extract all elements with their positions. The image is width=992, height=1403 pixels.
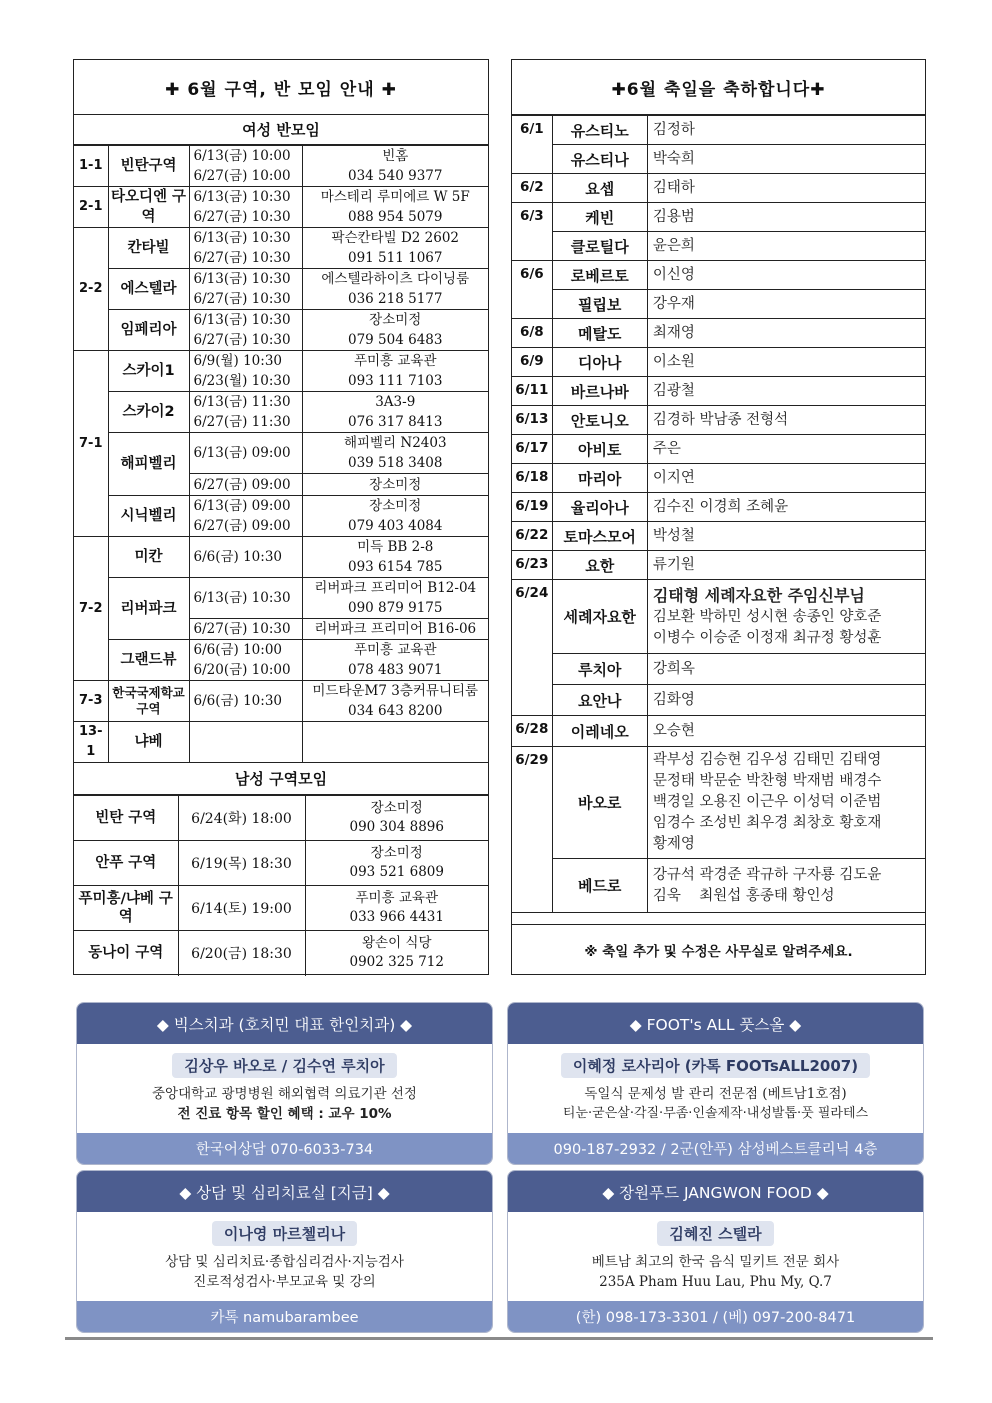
ad-title: ◆ 빅스치과 (호치민 대표 한인치과) ◆ [77, 1003, 492, 1044]
district-name: 리버파크 [108, 578, 189, 640]
ad-description: 전 진료 항목 할인 혜택 : 교우 10% [177, 1106, 392, 1122]
contact-phone: 079 504 6483 [348, 332, 443, 348]
district-name: 미칸 [108, 537, 189, 578]
table-row [74, 187, 488, 228]
meeting-date: 6/20(금) 10:00 [193, 662, 291, 678]
saint-name: 토마스모어 [552, 522, 647, 551]
table-row [512, 116, 925, 145]
district-name: 임페리아 [108, 310, 189, 351]
table-row [74, 146, 488, 187]
table-row [512, 654, 925, 685]
district-code: 13-1 [74, 722, 108, 763]
meeting-date: 6/13(금) 10:30 [193, 312, 291, 328]
parishioner-names: 주은 [647, 435, 925, 464]
table-row [512, 551, 925, 580]
table-row [512, 464, 925, 493]
district-name: 칸타빌 [108, 228, 189, 269]
table-row [74, 640, 488, 681]
meeting-place: 장소미정 [369, 498, 422, 514]
district-code: 7-2 [74, 537, 108, 681]
parishioner-names: 이소원 [647, 348, 925, 377]
district-name: 한국국제학교 구역 [108, 681, 189, 722]
ad-contact-name: 김상우 바오로 / 김수연 루치아 [172, 1053, 396, 1078]
parishioner-names: 박숙희 [647, 145, 925, 174]
meeting-date: 6/27(금) 10:30 [193, 209, 291, 225]
contact-phone: 076 317 8413 [348, 414, 443, 430]
meeting-date: 6/19(목) 18:30 [178, 841, 305, 886]
saint-name: 필립보 [552, 290, 647, 319]
feast-date: 6/11 [512, 377, 552, 406]
parishioner-names: 김태하 [647, 174, 925, 203]
contact-phone: 079 403 4084 [348, 518, 443, 534]
district-name: 그랜드뷰 [108, 640, 189, 681]
feast-note: ※ 축일 추가 및 수정은 사무실로 알려주세요. [512, 924, 925, 974]
table-row [74, 392, 488, 433]
feast-day-title: ✚6월 축일을 축하합니다✚ [512, 60, 925, 115]
ad-contact-name: 이나영 마르첼리나 [212, 1221, 357, 1246]
meeting-date: 6/13(금) 10:30 [189, 578, 302, 619]
saint-name: 바르나바 [552, 377, 647, 406]
ad-contact-name: 김혜진 스텔라 [657, 1221, 773, 1246]
table-row [512, 290, 925, 319]
district-code: 2-2 [74, 228, 108, 351]
parishioner-names: 이지연 [647, 464, 925, 493]
contact-phone: 034 643 8200 [348, 703, 443, 719]
table-row [74, 228, 488, 269]
feast-day-panel [511, 59, 926, 975]
ad-address: 235A Pham Huu Lau, Phu My, Q.7 [599, 1274, 832, 1290]
feast-date: 6/3 [512, 203, 552, 261]
table-row [512, 145, 925, 174]
meeting-date: 6/27(금) 10:00 [193, 168, 291, 184]
contact-phone: 090 304 8896 [349, 819, 444, 835]
meeting-date: 6/20(금) 18:30 [178, 931, 305, 976]
meeting-place: 장소미정 [370, 845, 423, 861]
meeting-place: 리버파크 프리미어 B12-04 [314, 580, 477, 596]
district-name: 빈탄구역 [108, 146, 189, 187]
meeting-date: 6/13(금) 09:00 [193, 498, 291, 514]
parishioner-names: 김욱 최원섭 홍종태 황인성 [652, 887, 835, 904]
meeting-place: 해피벨리 N2403 [343, 435, 447, 451]
meeting-date: 6/13(금) 10:30 [193, 271, 291, 287]
meeting-schedule-title: ✚ 6월 구역, 반 모임 안내 ✚ [74, 60, 488, 115]
feast-date: 6/28 [512, 716, 552, 747]
meeting-place: 3A3-9 [375, 394, 416, 410]
parishioner-names: 강우재 [647, 290, 925, 319]
parishioner-names: 이병수 이승준 이정재 최규정 황성훈 [652, 629, 882, 646]
men-meeting-table [74, 795, 488, 976]
ad-description: 티눈·굳은살·각질·무좀·인솔제작·내성발톱·풋 필라테스 [562, 1106, 869, 1121]
feast-date: 6/17 [512, 435, 552, 464]
meeting-place: 장소미정 [369, 312, 422, 328]
saint-name: 케빈 [552, 203, 647, 232]
saint-name: 바오로 [552, 747, 647, 859]
feast-date: 6/1 [512, 116, 552, 174]
saint-name: 유스티노 [552, 116, 647, 145]
ad-phone: (한) 098-173-3301 / (베) 097-200-8471 [508, 1301, 923, 1332]
table-row [74, 433, 488, 474]
table-row [512, 435, 925, 464]
table-row [512, 747, 925, 859]
meeting-place: 왕손이 식당 [362, 935, 432, 952]
contact-phone: 036 218 5177 [348, 291, 443, 307]
contact-phone: 088 954 5079 [348, 209, 443, 225]
parishioner-names: 김화영 [647, 685, 925, 716]
feast-date: 6/2 [512, 174, 552, 203]
parishioner-names: 김용범 [647, 203, 925, 232]
meeting-date: 6/6(금) 10:30 [189, 537, 302, 578]
ad-description: 상담 및 심리치료·종합심리검사·지능검사 [165, 1254, 404, 1270]
district-code: 7-3 [74, 681, 108, 722]
meeting-date: 6/13(금) 10:30 [193, 230, 291, 246]
ad-card-footsall [507, 1002, 924, 1165]
ad-phone: 카톡 namubarambee [77, 1301, 492, 1332]
meeting-date: 6/27(금) 10:30 [193, 291, 291, 307]
meeting-place: 빈홈 [382, 148, 409, 164]
table-row [512, 580, 925, 654]
saint-name: 요안나 [552, 685, 647, 716]
parishioner-names: 황제영 [652, 836, 695, 852]
meeting-place: 에스텔라하이츠 다이닝룸 [321, 271, 470, 287]
saint-name: 세례자요한 [552, 580, 647, 654]
table-row [512, 522, 925, 551]
district-name: 푸미흥/냐베 구역 [74, 886, 178, 931]
table-row [512, 261, 925, 290]
feast-date: 6/24 [512, 580, 552, 716]
contact-phone: 093 111 7103 [348, 373, 443, 389]
parishioner-names: 강희옥 [647, 654, 925, 685]
meeting-date: 6/13(금) 09:00 [189, 433, 302, 474]
saint-name: 요셉 [552, 174, 647, 203]
contact-phone: 033 966 4431 [349, 909, 444, 925]
meeting-place: 팍슨칸타빌 D2 2602 [331, 230, 460, 246]
district-name: 스카이1 [108, 351, 189, 392]
table-row [512, 685, 925, 716]
table-row [512, 377, 925, 406]
meeting-date: 6/6(금) 10:00 [193, 642, 282, 658]
saint-name: 베드로 [552, 859, 647, 913]
meeting-place: 미득 BB 2-8 [357, 539, 434, 555]
parishioner-names: 강규석 곽경준 곽규하 구자룡 김도윤 [652, 866, 882, 883]
ad-description: 베트남 최고의 한국 음식 밀키트 전문 회사 [591, 1254, 840, 1270]
table-row [512, 174, 925, 203]
parishioner-names: 오승현 [647, 716, 925, 747]
ad-card-jangwon-food [507, 1170, 924, 1333]
meeting-date: 6/27(금) 10:30 [193, 250, 291, 266]
ad-card-counseling [76, 1170, 493, 1333]
parishioner-names: 이신영 [647, 261, 925, 290]
contact-phone: 0902 325 712 [349, 954, 444, 971]
meeting-date: 6/27(금) 10:30 [193, 332, 291, 348]
meeting-date: 6/27(금) 09:00 [193, 518, 291, 534]
ad-description: 진로적성검사·부모교육 및 강의 [193, 1274, 376, 1290]
district-name: 안푸 구역 [74, 841, 178, 886]
district-code: 2-1 [74, 187, 108, 228]
parishioner-names: 박성철 [647, 522, 925, 551]
feast-date: 6/6 [512, 261, 552, 319]
parishioner-names: 김경하 박남종 전형석 [647, 406, 925, 435]
meeting-date: 6/6(금) 10:30 [189, 681, 302, 722]
saint-name: 요한 [552, 551, 647, 580]
meeting-place: 푸미흥 교육관 [353, 642, 437, 658]
saint-name: 아비토 [552, 435, 647, 464]
district-name: 시닉벨리 [108, 496, 189, 537]
saint-name: 메탈도 [552, 319, 647, 348]
district-name: 에스텔라 [108, 269, 189, 310]
parishioner-names: 윤은희 [647, 232, 925, 261]
meeting-date: 6/27(금) 10:30 [189, 619, 302, 640]
table-row [512, 319, 925, 348]
feast-date: 6/19 [512, 493, 552, 522]
parishioner-names: 문정태 박문순 박찬형 박재범 배경수 [652, 773, 882, 789]
bottom-divider [65, 1337, 933, 1340]
men-meeting-heading: 남성 구역모임 [74, 763, 488, 795]
contact-phone: 034 540 9377 [348, 168, 443, 184]
table-row [74, 310, 488, 351]
meeting-place: 장소미정 [370, 800, 423, 816]
parishioner-names: 류기원 [647, 551, 925, 580]
district-name: 냐베 [108, 722, 189, 763]
saint-name: 안토니오 [552, 406, 647, 435]
table-row [74, 841, 488, 886]
meeting-date: 6/24(화) 18:00 [178, 796, 305, 841]
contact-phone: 093 521 6809 [349, 864, 444, 880]
saint-name: 유스티나 [552, 145, 647, 174]
table-row [512, 203, 925, 232]
meeting-schedule-panel [73, 59, 489, 975]
saint-name: 클로틸다 [552, 232, 647, 261]
saint-name: 루치아 [552, 654, 647, 685]
parishioner-names: 김광철 [647, 377, 925, 406]
table-row [512, 493, 925, 522]
feast-date: 6/29 [512, 747, 552, 913]
feast-date: 6/9 [512, 348, 552, 377]
women-meeting-table [74, 145, 488, 763]
saint-name: 디아나 [552, 348, 647, 377]
saint-name: 로베르토 [552, 261, 647, 290]
meeting-place: 푸미흥 교육관 [355, 890, 439, 906]
contact-phone: 090 879 9175 [348, 600, 443, 616]
meeting-place: 미드타운M7 3층커뮤니티룸 [312, 683, 479, 699]
feast-date: 6/8 [512, 319, 552, 348]
meeting-date: 6/13(금) 11:30 [193, 394, 291, 410]
contact-phone: 091 511 1067 [348, 250, 443, 266]
table-row [512, 232, 925, 261]
table-row [74, 269, 488, 310]
saint-name: 율리아나 [552, 493, 647, 522]
meeting-place: 마스테리 루미에르 W 5F [320, 189, 470, 205]
table-row [512, 348, 925, 377]
parishioner-names: 김보환 박하민 성시현 송종인 양호준 [652, 608, 882, 625]
parishioner-names: 최재영 [647, 319, 925, 348]
parishioner-names: 임경수 조성빈 최우경 최창호 황호재 [652, 815, 882, 831]
table-row [74, 931, 488, 976]
feast-date: 6/22 [512, 522, 552, 551]
district-name: 동나이 구역 [74, 931, 178, 976]
table-row [74, 496, 488, 537]
meeting-date: 6/13(금) 10:00 [193, 148, 291, 164]
feast-date: 6/23 [512, 551, 552, 580]
district-name: 해피벨리 [108, 433, 189, 496]
meeting-date: 6/14(토) 19:00 [178, 886, 305, 931]
ad-title: ◆ FOOT's ALL 풋스올 ◆ [508, 1003, 923, 1044]
table-row [74, 796, 488, 841]
district-name: 타오디엔 구역 [108, 187, 189, 228]
ad-description: 독일식 문제성 발 관리 전문점 (베트남1호점) [584, 1086, 847, 1102]
meeting-date: 6/27(금) 09:00 [189, 474, 302, 496]
meeting-place: 리버파크 프리미어 B16-06 [302, 619, 488, 640]
meeting-date: 6/9(월) 10:30 [193, 353, 282, 369]
ad-phone: 090-187-2932 / 2군(안푸) 삼성베스트클리닉 4층 [508, 1133, 923, 1164]
meeting-date: 6/13(금) 10:30 [193, 189, 291, 205]
saint-name: 이레네오 [552, 716, 647, 747]
meeting-date: 6/27(금) 11:30 [193, 414, 291, 430]
ad-phone: 한국어상담 070-6033-734 [77, 1133, 492, 1164]
ad-description: 중앙대학교 광명병원 해외협력 의료기관 선정 [152, 1086, 417, 1102]
table-row [74, 886, 488, 931]
ad-contact-name: 이혜정 로사리아 (카톡 FOOTsALL2007) [561, 1053, 870, 1078]
table-row [512, 716, 925, 747]
parishioner-names: 백경일 오용진 이근우 이성덕 이준범 [652, 794, 882, 810]
table-row [512, 406, 925, 435]
district-name: 스카이2 [108, 392, 189, 433]
district-code: 1-1 [74, 146, 108, 187]
saint-name: 마리아 [552, 464, 647, 493]
meeting-date: 6/23(월) 10:30 [193, 373, 291, 389]
ad-card-dental [76, 1002, 493, 1165]
feast-date: 6/13 [512, 406, 552, 435]
meeting-place: 푸미흥 교육관 [353, 353, 437, 369]
table-row [512, 859, 925, 913]
contact-phone: 039 518 3408 [348, 455, 443, 471]
feast-date: 6/18 [512, 464, 552, 493]
district-name: 빈탄 구역 [74, 796, 178, 841]
ad-title: ◆ 장원푸드 JANGWON FOOD ◆ [508, 1171, 923, 1212]
ad-title: ◆ 상담 및 심리치료실 [지금] ◆ [77, 1171, 492, 1212]
parishioner-names: 김태형 세례자요한 주임신부님 [652, 585, 865, 605]
meeting-place: 장소미정 [302, 474, 488, 496]
parishioner-names: 김정하 [647, 116, 925, 145]
contact-phone: 093 6154 785 [348, 559, 443, 575]
table-row [74, 722, 488, 763]
table-row [74, 537, 488, 578]
parishioner-names: 김수진 이경희 조혜윤 [647, 493, 925, 522]
table-row [74, 578, 488, 619]
table-row [74, 351, 488, 392]
table-row [74, 681, 488, 722]
parishioner-names: 곽부성 김승현 김우성 김태민 김태영 [652, 752, 882, 768]
feast-day-table [512, 115, 925, 913]
contact-phone: 078 483 9071 [348, 662, 443, 678]
women-meeting-heading: 여성 반모임 [74, 115, 488, 145]
district-code: 7-1 [74, 351, 108, 537]
